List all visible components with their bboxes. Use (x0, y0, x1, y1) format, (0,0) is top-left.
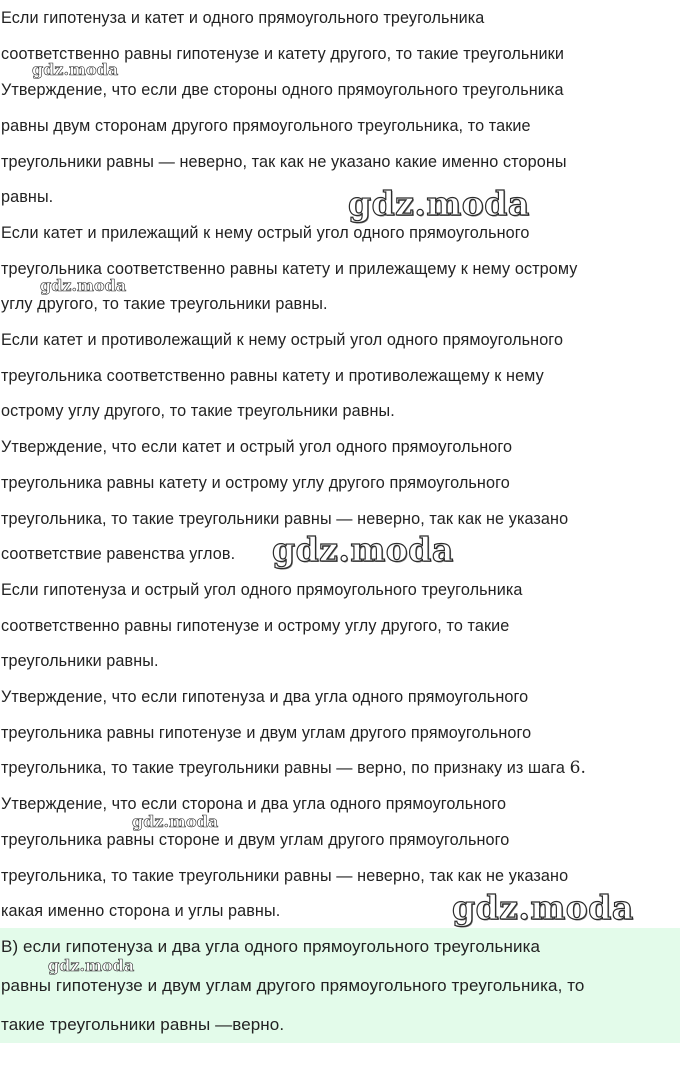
watermark: gdz.moda (272, 530, 454, 569)
text-line: треугольника соответственно равны катету и противолежащему к нему (1, 367, 544, 385)
watermark: gdz.moda (40, 276, 127, 295)
text-line: острому углу другого, то такие треугольники равны. (1, 402, 395, 420)
text-line: соответственно равны гипотенузе и острому углу другого, то такие (1, 617, 510, 635)
text-line: треугольника соответственно равны катету и прилежащему к нему острому (1, 260, 578, 278)
text-line: Утверждение, что если катет и острый угол одного прямоугольного (1, 438, 513, 456)
text-line: соответствие равенства углов. (1, 545, 236, 563)
text-line: треугольники равны — неверно, так как не указано какие именно стороны (1, 153, 567, 171)
watermark: gdz.moda (48, 956, 135, 975)
text-line: соответственно равны гипотенузе и катету другого, то такие треугольники (1, 45, 564, 63)
text-line: равны двум сторонам другого прямоугольного треугольника, то такие (1, 117, 531, 135)
text-line: равны. (1, 188, 54, 206)
text-line-body: треугольника, то такие треугольники равны — верно, по признаку из шага (1, 759, 565, 777)
text-line: Утверждение, что если гипотенуза и два угла одного прямоугольного (1, 688, 529, 706)
answer-line: В) если гипотенуза и два угла одного прямоугольного треугольника (1, 937, 541, 956)
watermark: gdz.moda (452, 888, 634, 927)
text-line: треугольника, то такие треугольники равны — неверно, так как не указано (1, 510, 569, 528)
text-line: треугольники равны. (1, 652, 159, 670)
watermark: gdz.moda (132, 812, 219, 831)
text-line: углу другого, то такие треугольники равны. (1, 295, 328, 313)
answer-line: такие треугольники равны —верно. (1, 1015, 285, 1034)
answer-line: равны гипотенузе и двум углам другого прямоугольного треугольника, то (1, 976, 585, 995)
text-line: Утверждение, что если сторона и два угла одного прямоугольного (1, 795, 507, 813)
text-line: треугольника равны стороне и двум углам другого прямоугольного (1, 831, 510, 849)
text-line: Утверждение, что если две стороны одного прямоугольного треугольника (1, 81, 564, 99)
text-line: Если катет и прилежащий к нему острый угол одного прямоугольного (1, 224, 530, 242)
watermark: gdz.moda (348, 184, 530, 223)
step-number: 6. (569, 758, 586, 778)
text-line: треугольника равны катету и острому углу другого прямоугольного (1, 474, 510, 492)
text-line: какая именно сторона и углы равны. (1, 902, 281, 920)
text-line: треугольника, то такие треугольники равны — неверно, так как не указано (1, 867, 569, 885)
text-line: Если катет и противолежащий к нему острый угол одного прямоугольного (1, 331, 564, 349)
watermark: gdz.moda (32, 60, 119, 79)
text-line: Если гипотенуза и острый угол одного прямоугольного треугольника (1, 581, 523, 599)
text-line: Если гипотенуза и катет и одного прямоугольного треугольника (1, 9, 485, 27)
text-line-with-step (1, 758, 586, 778)
text-line: треугольника равны гипотенузе и двум углам другого прямоугольного (1, 724, 532, 742)
